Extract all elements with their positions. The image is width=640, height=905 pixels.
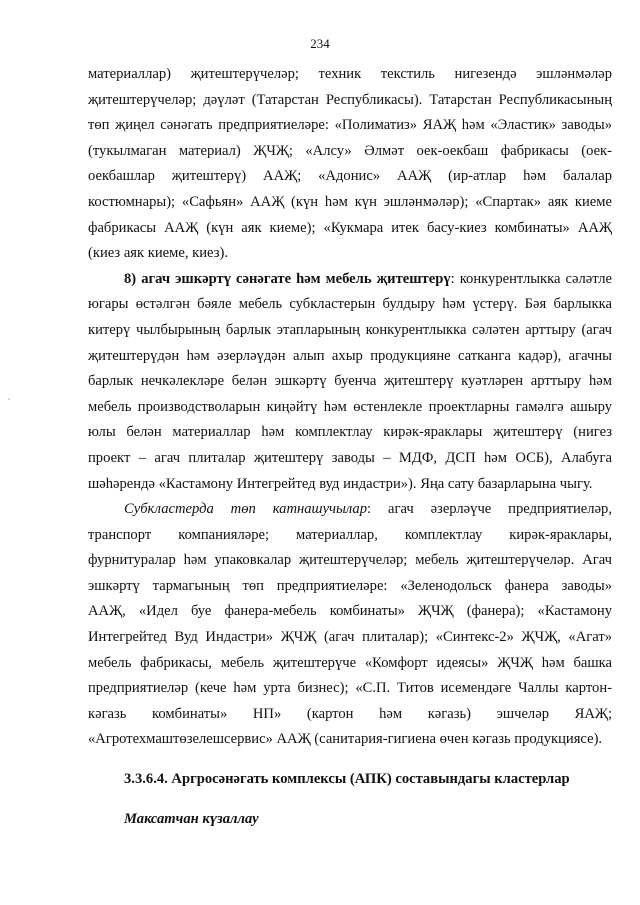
paragraph-participants [88,497,612,753]
text-line: югары өстәлгән бәяле мебель субкластерын булдыру һәм үстерү. Бәя барлыкка [88,296,612,313]
paragraph-wood-furniture [88,267,612,497]
text-line: проект – агач плиталар җитештерү заводы – МДФ, ДСП һәм ОСБ), Алабуга [88,449,612,466]
paragraph-lead-bold: 8) агач эшкәртү сәнәгате һәм мебель җитештерү [124,270,451,287]
text-line: китерү чылбырының барлык этапларының конкурентлыкка сәләтен арттыру (агач [88,321,612,338]
text-line: материаллар) җитештерүчеләр; техник текстиль нигезендә эшләнмәләр [88,66,612,82]
text-line: предприятиеләр (кече һәм урта бизнес); «С.П. Титов исемендәге Чаллы картон- [88,680,612,697]
text-line: төп җиңел сәнәгать предприятиеләре: «Полиматиз» ЯАҖ һәм «Эластик» заводы» [88,117,612,134]
subheading: Максатчан күзаллау [124,810,259,827]
page-number: 234 [310,36,330,51]
margin-speck [8,398,10,400]
text-line: Интегрейтед Вуд Индастри» ҖЧҖ (агач плиталар); «Синтекс-2» ҖЧҖ, «Агат» [88,629,612,646]
text-line: кәгазь комбинаты» НП» (картон һәм кәгазь) эшчеләр ЯАҖ; [88,705,612,722]
section-heading: 3.3.6.4. Аргросәнәгать комплексы (АПК) составындагы кластерлар [124,771,570,788]
text-line: ААҖ, «Идел буе фанера-мебель комбинаты» ҖЧҖ (фанера); «Кастамону [88,603,612,620]
text-line: (киез аяк киеме, киез). [88,245,228,262]
text-line: «Агротехмаштөзелешсервис» ААҖ (санитария-гигиена өчен кәгазь продукциясе). [88,731,603,748]
text-line: җитештерүдән һәм әзерләүдән алып ахыр продукцияне сатканга кадәр), агачны [88,347,612,364]
text-line: җитештерүчеләр; дәүләт (Татарстан Республикасы). Татарстан Республикасының [88,91,612,108]
paragraph-lead-italic: Субкластерда төп катнашучылар [124,501,368,518]
text-line: (тукылмаган материал) ҖЧҖ; «Алсу» Әлмәт оек-оекбаш фабрикасы (оек- [88,142,612,159]
text-line: фабрикасы ААҖ (күн аяк киеме); «Кукмара итек басу-киез комбинаты» ААҖ [88,219,612,236]
text-line: шәһәрендә «Кастамону Интегрейтед вуд индастри»). Яңа сату базарларына чыгу. [88,475,593,492]
text-line: транспорт компанияләре; материаллар, комплектлау кирәк-яраклары, [88,526,612,543]
body-text [88,62,612,832]
text-line: оекбашлар җитештерү) ААҖ; «Адонис» ААҖ (ир-атлар һәм балалар [88,168,612,185]
text-line: Субкластерда төп катнашучылар: агач әзерләүче предприятиеләр, [124,501,612,518]
text-line: эшкәртү тармагының төп предприятиеләре: «Зеленодольск фанера заводы» [88,577,612,594]
text-line: мебель фабрикасы, мебель җитештерүче «Комфорт идеясы» ҖЧҖ һәм башка [88,654,612,671]
text-line: фурнитуралар һәм упаковкалар җитештерүчеләр; мебель җитештерүчеләр. Агач [88,552,612,569]
text-line: мебель производстволарын киңәйтү һәм өстенлекле проектларны гамәлгә ашыру [88,398,612,415]
text-line: 8) агач эшкәртү сәнәгате һәм мебель җитештерү: конкурентлыкка сәләтле [124,270,612,287]
text-line: юлы белән материаллар һәм комплектлау кирәк-яраклары җитештерү (нигез [88,424,612,441]
text-line: костюмнары); «Сафьян» ААҖ (күн һәм күн эшләнмәләр); «Спартак» аяк киеме [88,193,612,210]
paragraph-light-industry [88,62,612,267]
text-line: барлык нечкәлекләре белән эшкәртү буенча җитештерү куәтләрен арттыру һәм [88,373,612,390]
